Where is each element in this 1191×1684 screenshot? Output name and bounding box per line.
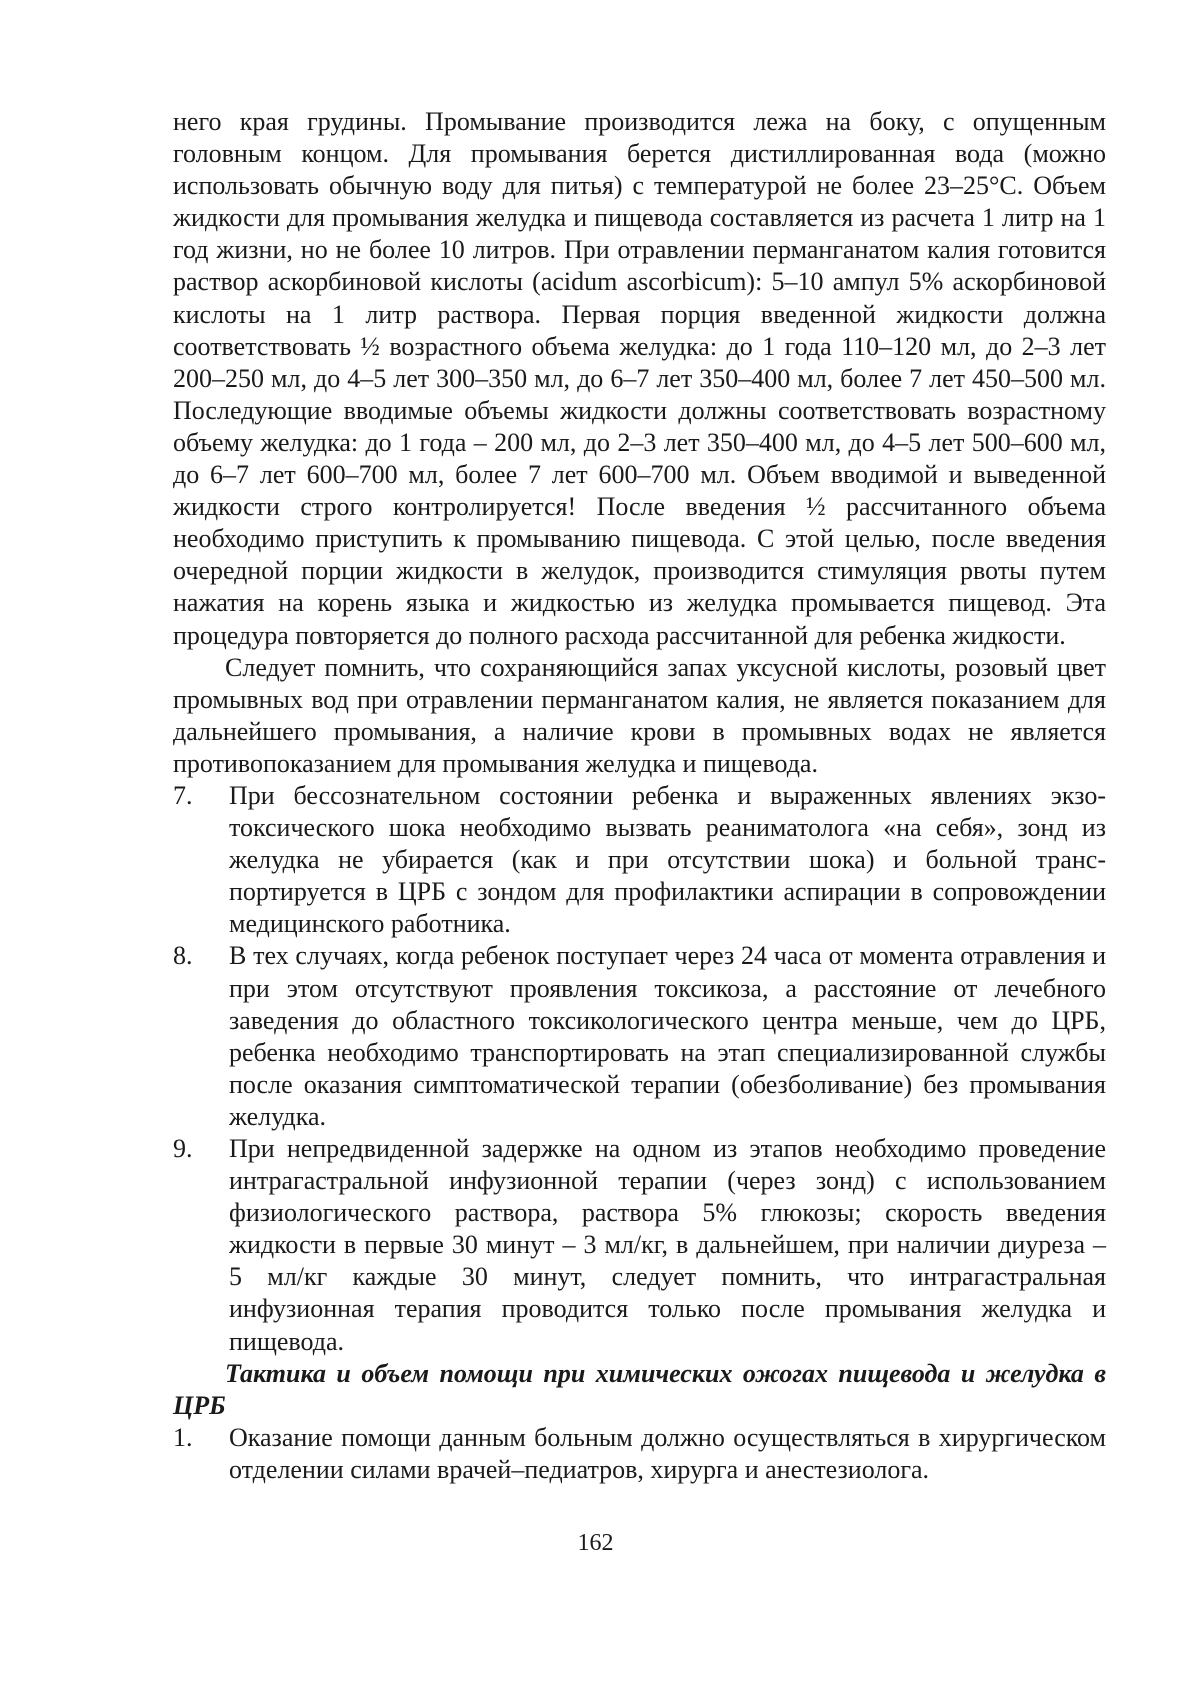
- list-item-text: При непредвиденной задержке на одном из этапов необходимо проведение интрагастральной инфузионной терапии (через зонд) с использованием физиологического раствора, раствора 5% глюкозы; скорость введения жидкости в первые 30 минут – 3 мл/кг, в дальнейшем, при наличии диуреза – 5 мл/кг каждые 30 минут, следует помнить, что интрагастральная инфузионная терапия проводится только после промывания желудка и пищевода.: [229, 1134, 1106, 1356]
- page-number: 162: [577, 1530, 614, 1556]
- list-item: [173, 780, 1106, 940]
- section-heading: Тактика и объем помощи при химических ожогах пищевода и желудка в ЦРБ: [173, 1358, 1106, 1420]
- list-item-number: 1.: [173, 1422, 193, 1452]
- list-item-number: 8.: [173, 941, 193, 971]
- list-item-text: В тех случаях, когда ребенок поступает через 24 часа от момента отравления и при этом отсутствуют проявления токсикоза, а расстояние от лечебного заведения до областного токсикологического центра меньше, чем до ЦРБ, ребенка необходимо транспортировать на этап специализированной службы после оказания симптоматической терапии (обезболивание) без промывания желудка.: [229, 941, 1106, 1131]
- list-item: [173, 940, 1106, 1133]
- list-item-number: 7.: [173, 780, 193, 810]
- numbered-list-transport: [173, 780, 1106, 1358]
- list-item-text: При бессознательном состоянии ребенка и выраженных явлениях экзотоксического шока необходимо вызвать реаниматолога «на себя», зонд из желудка не убирается (как и при отсутствии шока) и больной транспортируется в ЦРБ с зондом для профилактики аспирации в сопровождении медицинского работника.: [229, 780, 1106, 939]
- paragraph-lavage-note: Следует помнить, что сохраняющийся запах уксусной кислоты, розовый цвет промывных вод при отравлении перманганатом калия, не является показанием для дальнейшего промывания, а наличие крови в промывных водах не является противопоказанием для промывания желудка и пищевода.: [173, 652, 1106, 778]
- list-item-text: Оказание помощи данным больным должно осуществляться в хирургическом отделении силами врачей–педиатров, хирурга и анестезиолога.: [229, 1422, 1106, 1484]
- list-item: [173, 1133, 1106, 1358]
- list-item-number: 9.: [173, 1134, 193, 1163]
- list-item: [173, 1422, 1106, 1486]
- page-body: [173, 106, 1106, 1486]
- paragraph-gastric-lavage: него края грудины. Промывание производится лежа на боку, с опущенным головным концом. Для промывания берется дистиллированная вода (можно использовать обычную воду для питья) с температурой не более 23–25°С. Объем жидкости для промывания желудка и пищевода составляется из расчета 1 литр на 1 год жизни, но не более 10 литров. При отравлении перманганатом калия готовится раствор аскорбиновой кислоты (acidum ascorbicum): 5–10 ампул 5% аскорбиновой кислоты на 1 литр раствора. Первая порция введенной жидкости должна соответствовать ½ возрастного объема желудка: до 1 года 110–120 мл, до 2–3 лет 200–250 мл, до 4–5 лет 300–350 мл, до 6–7 лет 350–400 мл, более 7 лет 450–500 мл. Последующие вводимые объемы жидкости должны соответствовать возрастному объему желудка: до 1 года – 200 мл, до 2–3 лет 350–400 мл, до 4–5 лет 500–600 мл, до 6–7 лет 600–700 мл, более 7 лет 600–700 мл. Объем вводимой и выведенной жидкости строго контролируется! После введения ½ рассчитанного объема необходимо приступить к промыванию пищевода. С этой целью, после введения очередной порции жидкости в желудок, производится стимуляция рвоты путем нажатия на корень языка и жидкостью из желудка промывается пищевод. Эта процедура повторяется до полного расхода рассчитанной для ребенка жидкости.: [173, 107, 1106, 650]
- numbered-list-burns: [173, 1422, 1106, 1486]
